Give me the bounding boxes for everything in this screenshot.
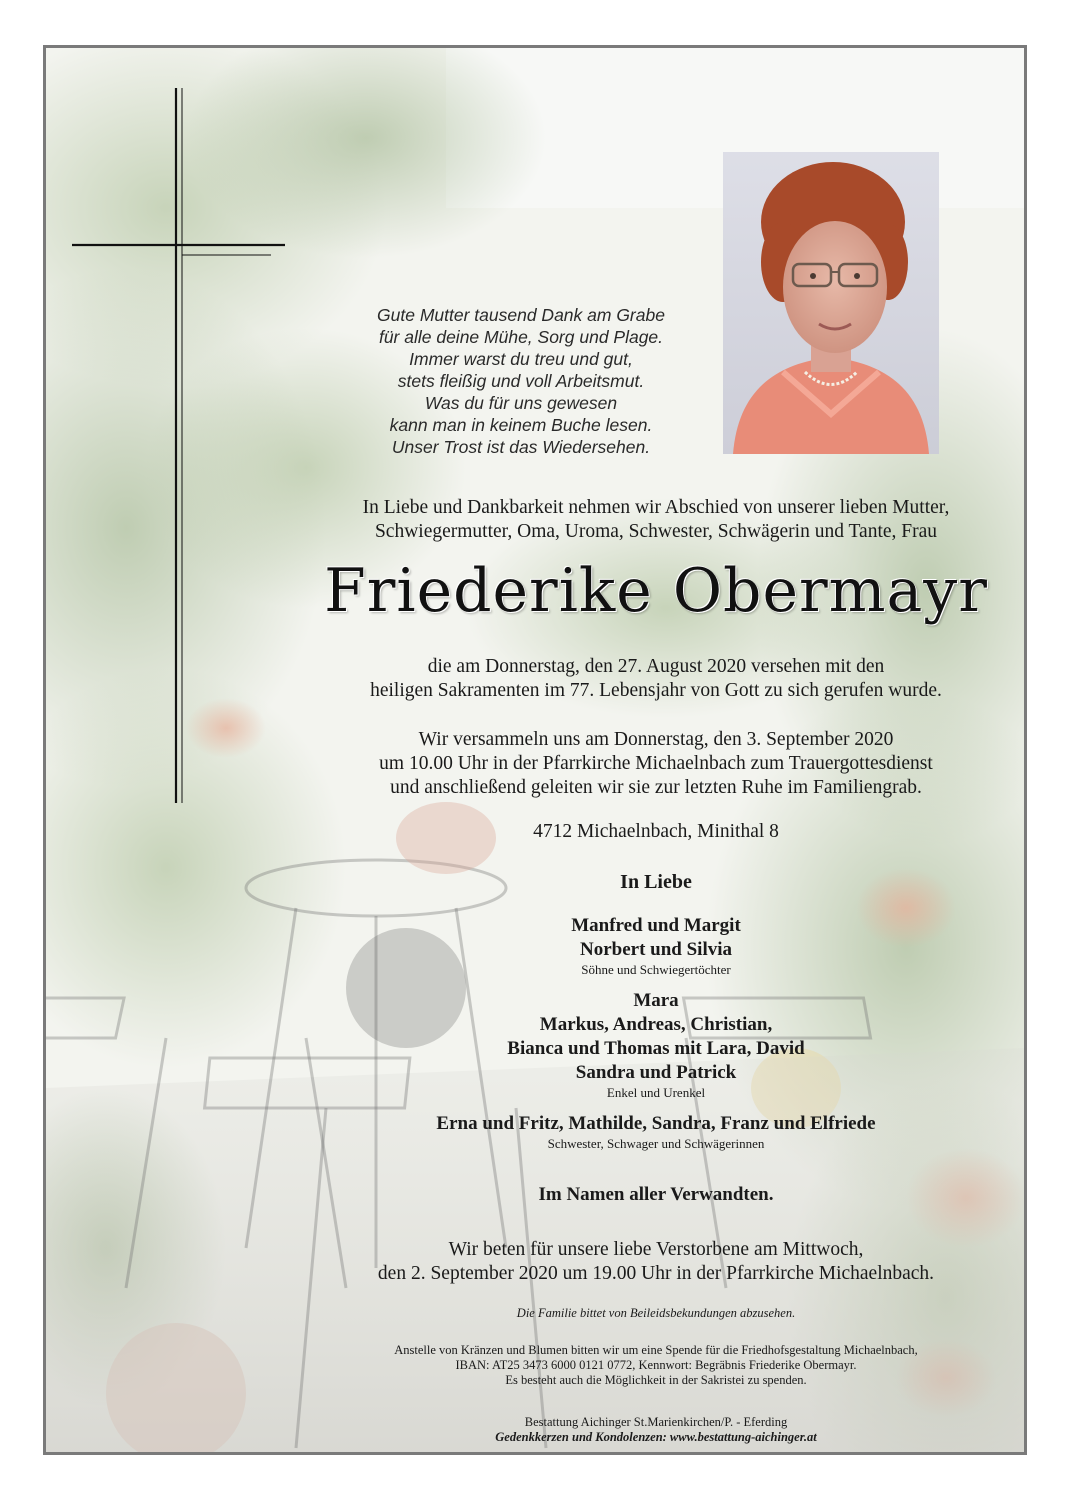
mourner-relation: Enkel und Urenkel [606,1085,706,1100]
intro-line: In Liebe und Dankbarkeit nehmen wir Abschied von unserer lieben Mutter, [362,497,950,518]
donation-line: Anstelle von Kränzen und Blumen bitten wir um eine Spende für die Friedhofsgestaltung Michaelnbach, [394,1343,918,1357]
memorial-poem [276,304,766,458]
poem-line: für alle deine Mühe, Sorg und Plage. [378,327,664,347]
intro-text [276,496,1027,544]
mourner-names: Mara [633,990,679,1011]
condolences-link[interactable]: Gedenkkerzen und Kondolenzen: www.bestattung-aichinger.at [495,1430,817,1444]
death-line: die am Donnerstag, den 27. August 2020 versehen mit den [427,656,885,677]
poem-line: Gute Mutter tausend Dank am Grabe [377,305,665,325]
donation-line: IBAN: AT25 3473 6000 0121 0772, Kennwort: Begräbnis Friederike Obermayr. [455,1358,857,1372]
poem-line: Was du für uns gewesen [424,393,618,413]
poem-line: Immer warst du treu und gut, [409,349,633,369]
undertaker-info [276,1415,1027,1445]
death-line: heiligen Sakramenten im 77. Lebensjahr von Gott zu sich gerufen wurde. [370,680,942,701]
service-line: Wir versammeln uns am Donnerstag, den 3. September 2020 [418,729,894,750]
poem-line: Unser Trost ist das Wiedersehen. [391,437,651,457]
in-love-heading: In Liebe [620,871,692,893]
mourner-names: Markus, Andreas, Christian, [539,1014,773,1035]
intro-line: Schwiegermutter, Oma, Uroma, Schwester, Schwägerin und Tante, Frau [374,521,938,542]
prayer-line: den 2. September 2020 um 19.00 Uhr in der Pfarrkirche Michaelnbach. [377,1263,935,1284]
mourners-list [276,914,1027,1163]
mourner-names: Erna und Fritz, Mathilde, Sandra, Franz und Elfriede [436,1113,876,1134]
mourner-relation: Schwester, Schwager und Schwägerinnen [547,1136,765,1151]
mourner-names: Manfred und Margit [571,915,741,936]
service-line: und anschließend geleiten wir sie zur letzten Ruhe im Familiengrab. [390,777,922,798]
deceased-name: Friederike Obermayr [324,556,988,626]
mourner-names: Norbert und Silvia [579,939,733,960]
notice-frame [43,45,1027,1455]
family-request: Die Familie bittet von Beileidsbekundungen abzusehen. [516,1306,796,1320]
death-notice [276,655,1027,703]
donation-notice [276,1343,1027,1388]
address: 4712 Michaelnbach, Minithal 8 [533,821,779,842]
donation-line: Es besteht auch die Möglichkeit in der Sakristei zu spenden. [505,1373,807,1387]
mourner-names: Sandra und Patrick [575,1062,737,1083]
prayer-notice [276,1238,1027,1286]
funeral-service [276,728,1027,800]
on-behalf-line: Im Namen aller Verwandten. [538,1184,774,1205]
prayer-line: Wir beten für unsere liebe Verstorbene am Mittwoch, [448,1239,864,1260]
undertaker-name: Bestattung Aichinger St.Marienkirchen/P. - Eferding [524,1415,788,1429]
poem-line: stets fleißig und voll Arbeitsmut. [397,371,645,391]
mourner-relation: Söhne und Schwiegertöchter [581,962,731,977]
service-line: um 10.00 Uhr in der Pfarrkirche Michaelnbach zum Trauergottesdienst [379,753,933,774]
mourner-names: Bianca und Thomas mit Lara, David [507,1038,805,1059]
poem-line: kann man in keinem Buche lesen. [389,415,653,435]
